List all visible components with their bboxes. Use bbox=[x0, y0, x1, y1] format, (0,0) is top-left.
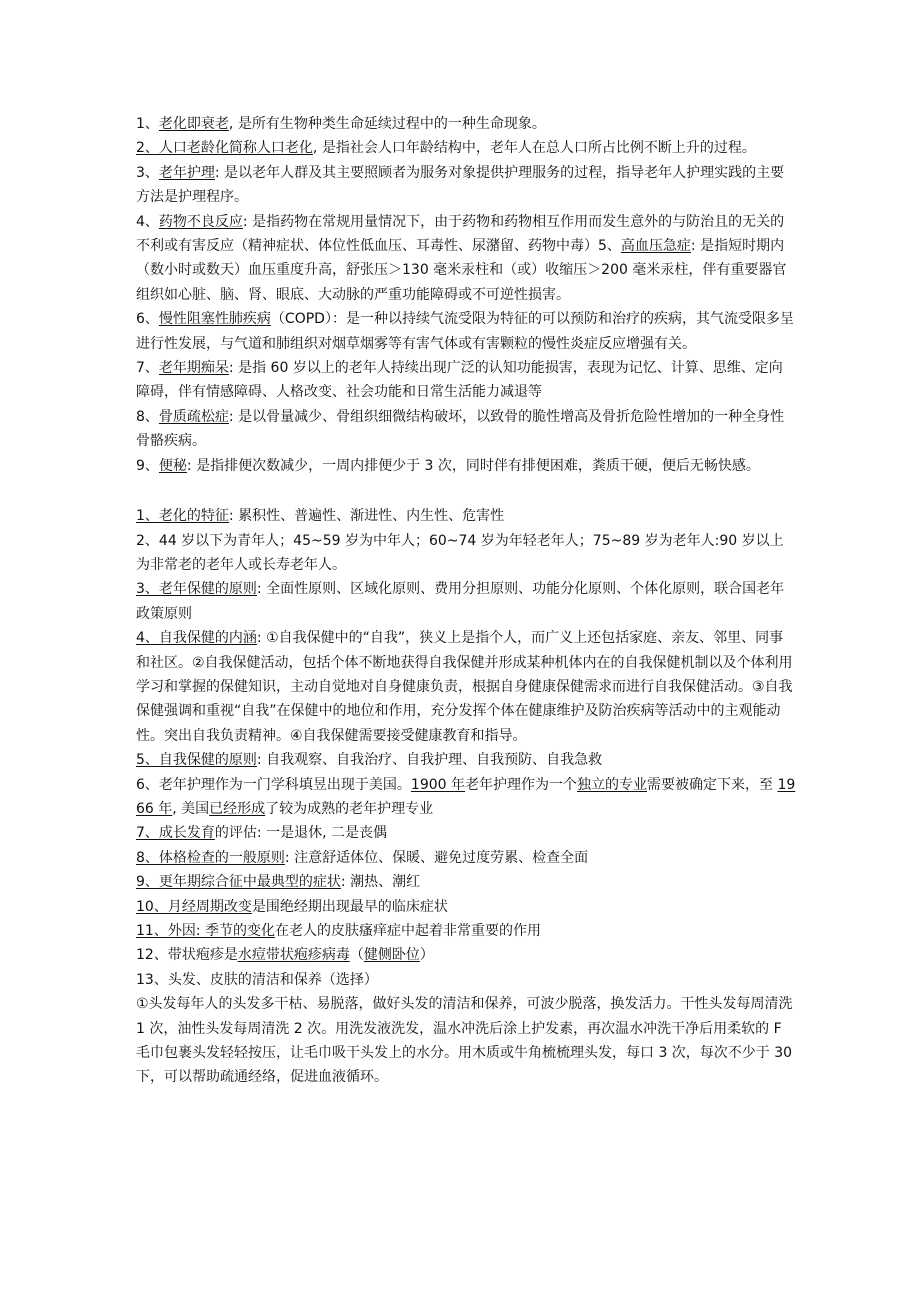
term: 健侧卧位 bbox=[363, 947, 420, 964]
term: 9、更年期综合征中最典型的症状 bbox=[136, 874, 341, 891]
point-text: 老年护理作为一个 bbox=[465, 776, 577, 793]
term: 10、月经周期改变 bbox=[136, 898, 252, 915]
item-number: 4、 bbox=[136, 213, 159, 230]
definition-7 bbox=[136, 356, 796, 405]
term: 老化即衰老 bbox=[158, 116, 229, 132]
term: 老年期痴呆 bbox=[158, 360, 229, 377]
term: 5、自我保健的原则 bbox=[136, 752, 257, 769]
item-number: 1、 bbox=[136, 116, 159, 132]
term: 2、人口老龄化简称人口老化 bbox=[136, 140, 313, 157]
definition-9 bbox=[136, 454, 796, 478]
item-number: 8、 bbox=[136, 408, 159, 425]
point-9 bbox=[136, 870, 796, 894]
definition-text: : 是指短时期内（数小时或数天）血压重度升高，舒张压＞130 毫米汞柱和（或）收缩压＞200 毫米汞柱，伴有重要器官组织如心脏、脑、肾、眼底、大动脉的严重功能障碍或不可逆性损害。 bbox=[136, 238, 787, 303]
definition-1 bbox=[136, 112, 796, 136]
point-text: , 美国 bbox=[172, 800, 210, 817]
point-text: : 全面性原则、区域化原则、费用分担原则、功能分化原则、个体化原则，联合国老年政策原则 bbox=[136, 581, 785, 622]
point-text: 了较为成熟的老年护理专业 bbox=[265, 800, 434, 817]
point-7 bbox=[136, 821, 796, 845]
definition-text: : 是以老年人群及其主要照顾者为服务对象提供护理服务的过程，指导老年人护理实践的主要方法是护理程序。 bbox=[136, 164, 785, 206]
point-text: 的评估: 一是退休, 二是丧偶 bbox=[214, 825, 387, 842]
point-13: 13、头发、皮肤的清洁和保养（选择） bbox=[136, 971, 378, 988]
term: 骨质疏松症 bbox=[158, 408, 229, 425]
year-1900: 1900 年 bbox=[410, 776, 465, 793]
term: 3、老年保健的原则 bbox=[136, 581, 257, 598]
point-1 bbox=[136, 504, 796, 528]
point-text: ） bbox=[419, 947, 434, 964]
term: 1、老化的特征 bbox=[136, 508, 229, 525]
term: 11、外因: 季节的变化 bbox=[136, 923, 275, 939]
term: 4、自我保健的内涵 bbox=[136, 630, 257, 647]
definition-text: （COPD）：是一种以持续气流受限为特征的可以预防和治疗的疾病，其气流受限多呈进行性发展，与气道和肺组织对烟草烟雾等有害气体或有害颗粒的慢性炎症反应增强有关。 bbox=[136, 311, 794, 352]
point-text: 12、带状疱疹是 bbox=[136, 947, 238, 964]
item-number: 3、 bbox=[136, 164, 159, 181]
definition-3 bbox=[136, 161, 796, 210]
item-number: 9、 bbox=[136, 457, 159, 474]
definition-4 bbox=[136, 210, 796, 308]
point-text: 6、老年护理作为一门学科填昱出现于美国。 bbox=[136, 776, 411, 793]
definition-text: , 是指社会人口年龄结构中，老年人在总人口所占比例不断上升的过程。 bbox=[312, 140, 756, 157]
term: 高血压急症 bbox=[620, 238, 691, 255]
point-text: : 潮热、潮红 bbox=[340, 874, 421, 891]
term: 独立的专业 bbox=[577, 776, 647, 793]
definition-text: : 是指 60 岁以上的老年人持续出现广泛的认知功能损害，表现为记忆、计算、思维、定向障碍，伴有情感障碍、人格改变、社会功能和日常生活能力减退等 bbox=[136, 360, 783, 401]
item-number: 7、 bbox=[136, 360, 159, 377]
definition-8 bbox=[136, 405, 796, 454]
term: 药物不良反应 bbox=[158, 213, 243, 230]
definition-text: : 是指药物在常规用量情况下，由于药物和药物相互作用而发生意外的与防治且的无关的不利或有害反应（精神症状、体位性低血压、耳毒性、尿潴留、药物中毒）5、 bbox=[136, 213, 785, 255]
definition-text: : 是以骨量减少、骨组织细微结构破坏，以致骨的脆性增高及骨折危险性增加的一种全身性骨骼疾病。 bbox=[136, 408, 785, 450]
term: 7、成长发育 bbox=[136, 825, 215, 842]
point-8 bbox=[136, 846, 796, 870]
term: 慢性阻塞性肺疾病 bbox=[158, 311, 271, 328]
point-text: 在老人的皮肤瘙痒症中起着非常重要的作用 bbox=[274, 923, 541, 939]
section-gap bbox=[136, 478, 796, 502]
point-text: 需要被确定下来，至 bbox=[647, 776, 778, 793]
point-13-detail: ①头发每年人的头发多干枯、易脱落，做好头发的清洁和保养，可波少脱落，换发活力。干性头发每周清洗 1 次，油性头发每周清洗 2 次。用洗发液洗发，温水冲洗后涂上护发素，再次温水冲洗干净后用柔软的 F 毛巾包裹头发轻轻按压，让毛巾吸干头发上的水分。用木质或牛角梳梳理头发，每口 3 次，每次不少于 30 下，可以帮助疏通经络，促进血液循环。 bbox=[136, 996, 793, 1086]
point-6 bbox=[136, 773, 796, 822]
term: 老年护理 bbox=[158, 164, 215, 181]
point-2: 2、44 岁以下为青年人；45~59 岁为中年人；60~74 岁为年轻老年人；75~89 岁为老年人:90 岁以上为非常老的老年人或长寿老年人。 bbox=[136, 532, 784, 573]
term: 便秘 bbox=[158, 457, 187, 474]
point-text: : ①自我保健中的“自我”，狭义上是指个人，而广义上还包括家庭、亲友、邻里、同事和社区。②自我保健活动，包括个体不断地获得自我保健并形成某种机体内在的自我保健机制以及个体利用学习和掌握的保健知识，主动自觉地对自身健康负责，根据自身健康保健需求而进行自我保健活动。③自我保健强调和重视“自我”在保健中的地位和作用，充分发挥个体在健康维护及防治疾病等活动中的主观能动性。突出自我负责精神。④自我保健需要接受健康教育和指导。 bbox=[136, 630, 793, 744]
definition-6 bbox=[136, 307, 796, 356]
term: 已经形成 bbox=[209, 800, 266, 817]
point-text: （ bbox=[349, 947, 364, 964]
document-page bbox=[136, 112, 796, 1090]
point-10 bbox=[136, 895, 796, 919]
point-text: : 累积性、普遍性、渐进性、内生性、危害性 bbox=[228, 508, 505, 525]
item-number: 6、 bbox=[136, 311, 159, 328]
term: 8、体格检查的一般原则 bbox=[136, 849, 285, 866]
point-11 bbox=[136, 919, 796, 943]
point-5 bbox=[136, 748, 796, 772]
point-text: : 自我观察、自我治疗、自我护理、自我预防、自我急救 bbox=[256, 752, 603, 769]
point-4 bbox=[136, 626, 796, 748]
year-1966: 1966 年 bbox=[136, 776, 796, 817]
point-3 bbox=[136, 577, 796, 626]
point-12 bbox=[136, 943, 796, 967]
definition-text: , 是所有生物种类生命延续过程中的一种生命现象。 bbox=[228, 116, 546, 132]
definition-2 bbox=[136, 136, 796, 160]
term: 水痘带状疱疹病毒 bbox=[237, 947, 350, 964]
definition-text: : 是指排便次数减少，一周内排便少于 3 次，同时伴有排便困难，粪质干硬，便后无畅快感。 bbox=[186, 457, 760, 474]
point-text: : 注意舒适体位、保暖、避免过度劳累、检查全面 bbox=[284, 849, 589, 866]
point-text: 是围绝经期出现最早的临床症状 bbox=[251, 898, 448, 915]
